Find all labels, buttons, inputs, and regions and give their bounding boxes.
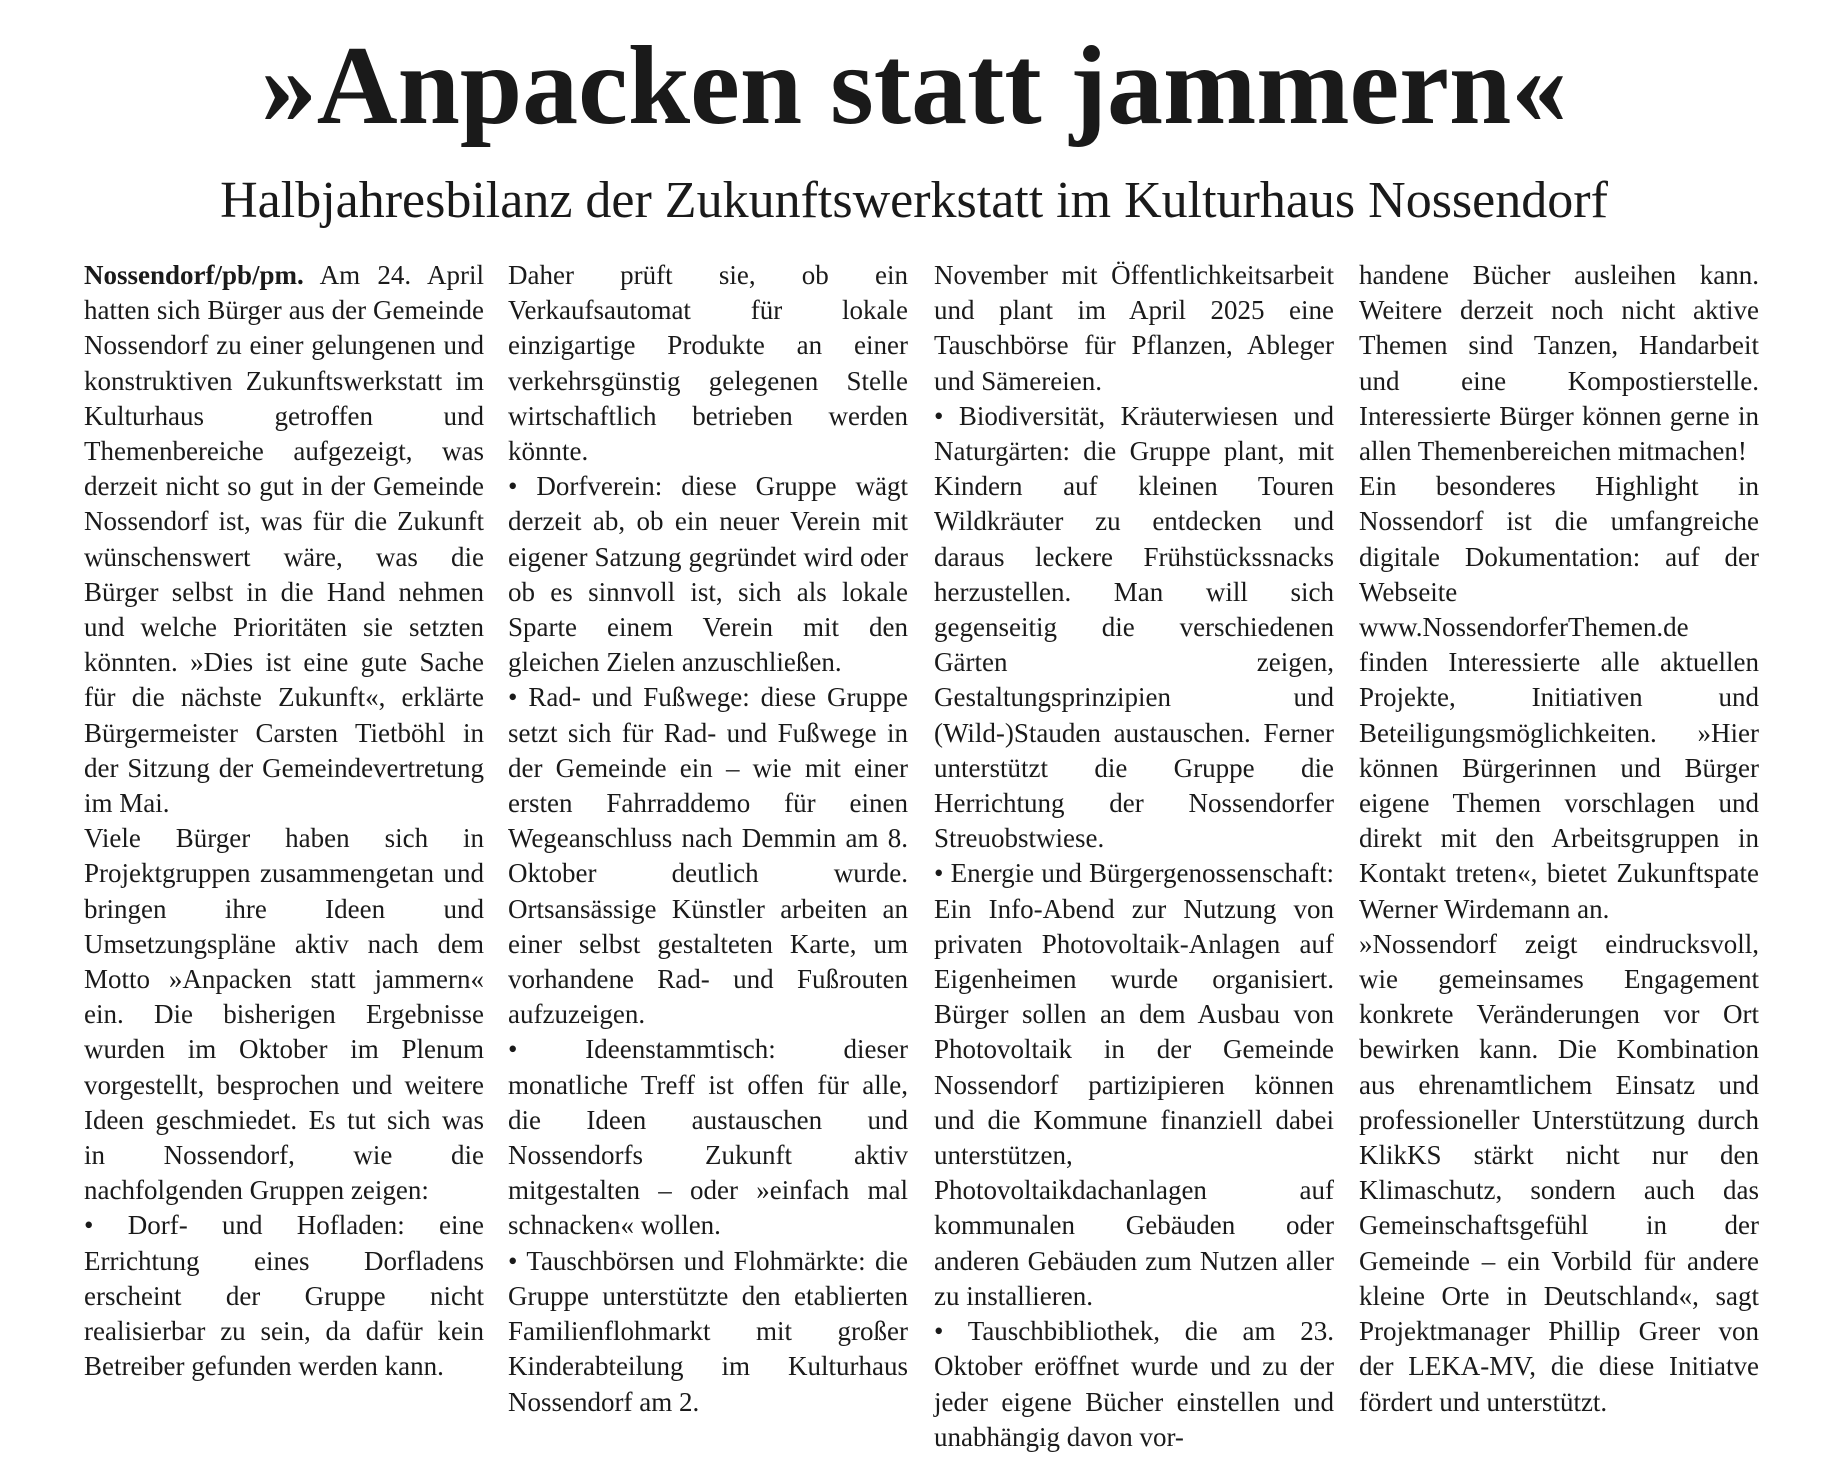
bullet-item: • Dorfverein: diese Gruppe wägt derzeit ab, ob ein neuer Verein mit eigener Satzung gegründet wird oder ob es sinnvoll ist, sich als lokale Sparte einem Verein mit den gleichen Zielen anzuschließen. — [508, 471, 908, 678]
bullet-item: • Energie und Bürgergenossenschaft: Ein Info-Abend zur Nutzung von privaten Photovoltaik-Anlagen auf Eigenheimen wurde organisiert. Bürger sollen an dem Ausbau von Photovoltaik in der Gemeinde Nossendorf partizipieren können und die Kommune finanziell dabei unterstützen, Photovoltaikdachanlagen auf kommunalen Gebäuden oder anderen Gebäuden zum Nutzen aller zu installieren. — [934, 858, 1334, 1311]
bullet-item: • Rad- und Fußwege: diese Gruppe setzt sich für Rad- und Fußwege in der Gemeinde ein – wie mit einer ersten Fahrraddemo für einen Wegeanschluss nach Demmin am 8. Oktober deutlich wurde. Ortsansässige Künstler arbeiten an einer selbst gestalteten Karte, um vorhandene Rad- und Fußrouten aufzuzeigen. — [508, 682, 908, 1030]
paragraph: Ein besonderes Highlight in Nossendorf ist die umfangreiche digitale Dokumentation: auf der Webseite www.NossendorferThemen.de finden Interessierte alle aktuellen Projekte, Initiativen und Beteiligungsmöglichkeiten. »Hier können Bürgerinnen und Bürger eigene Themen vorschlagen und direkt mit den Arbeitsgruppen in Kontakt treten«, bietet Zukunftspate Werner Wirdemann an. — [1359, 471, 1759, 924]
bullet-item: • Tauschbibliothek, die am 23. Oktober eröffnet wurde und zu der jeder eigene Bücher einstellen und unabhängig davon vor- — [934, 1316, 1334, 1452]
dateline: Nossendorf/pb/pm. — [84, 260, 304, 290]
subheadline: Halbjahresbilanz der Zukunftswerkstatt im Kulturhaus Nossendorf — [220, 172, 1608, 229]
article-column-1 — [84, 258, 484, 1385]
paragraph: November mit Öffentlichkeitsarbeit und plant im April 2025 eine Tauschbörse für Pflanzen, Ableger und Sämereien. — [934, 260, 1334, 396]
paragraph: Daher prüft sie, ob ein Verkaufsautomat für lokale einzigartige Produkte an einer verkehrsgünstig gelegenen Stelle wirtschaftlich betrieben werden könnte. — [508, 260, 908, 467]
bullet-item: • Ideenstammtisch: dieser monatliche Treff ist offen für alle, die Ideen austauschen und Nossendorfs Zukunft aktiv mitgestalten – oder »einfach mal schnacken« wollen. — [508, 1034, 908, 1241]
article-column-2 — [508, 258, 908, 1420]
paragraph: handene Bücher ausleihen kann. Weitere derzeit noch nicht aktive Themen sind Tanzen, Handarbeit und eine Kompostierstelle. Interessierte Bürger können gerne in allen Themenbereichen mitmachen! — [1359, 260, 1759, 467]
bullet-item: • Biodiversität, Kräuterwiesen und Naturgärten: die Gruppe plant, mit Kindern auf kleinen Touren Wildkräuter zu entdecken und daraus leckere Frühstückssnacks herzustellen. Man will sich gegenseitig die verschiedenen Gärten zeigen, Gestaltungsprinzipien und (Wild-)Stauden austauschen. Ferner unterstützt die Gruppe die Herrichtung der Nossendorfer Streuobstwiese. — [934, 400, 1334, 854]
article-column-3 — [934, 258, 1334, 1455]
bullet-item: • Dorf- und Hofladen: eine Errichtung eines Dorfladens erscheint der Gruppe nicht realisierbar zu sein, da dafür kein Betreiber gefunden werden kann. — [84, 1210, 484, 1382]
paragraph: Viele Bürger haben sich in Projektgruppen zusammengetan und bringen ihre Ideen und Umsetzungspläne aktiv nach dem Motto »Anpacken statt jammern« ein. Die bisherigen Ergebnisse wurden im Oktober im Plenum vorgestellt, besprochen und weitere Ideen geschmiedet. Es tut sich was in Nossendorf, wie die nachfolgenden Gruppen zeigen: — [84, 823, 484, 1206]
article-column-4 — [1359, 258, 1759, 1420]
bullet-item: • Tauschbörsen und Flohmärkte: die Gruppe unterstützte den etablierten Familienflohmarkt mit großer Kinderabteilung im Kulturhaus Nossendorf am 2. — [508, 1245, 908, 1417]
paragraph — [84, 258, 484, 821]
headline: »Anpacken statt jammern« — [260, 24, 1568, 148]
paragraph: »Nossendorf zeigt eindrucksvoll, wie gemeinsames Engagement konkrete Veränderungen vor Ort bewirken kann. Die Kombination aus ehrenamtlichem Einsatz und professioneller Unterstützung durch KlikKS stärkt nicht nur den Klimaschutz, sondern auch das Gemeinschaftsgefühl in der Gemeinde – ein Vorbild für andere kleine Orte in Deutschland«, sagt Projektmanager Phillip Greer von der LEKA-MV, die diese Initiatve fördert und unterstützt. — [1359, 928, 1759, 1417]
paragraph-text: Am 24. April hatten sich Bürger aus der Gemeinde Nossendorf zu einer gelungenen und konstruktiven Zukunftswerkstatt im Kulturhaus getroffen und Themenbereiche aufgezeigt, was derzeit nicht so gut in der Gemeinde Nossendorf ist, was für die Zukunft wünschenswert wäre, was die Bürger selbst in die Hand nehmen und welche Prioritäten sie setzten könnten. »Dies ist eine gute Sache für die nächste Zukunft«, erklärte Bürgermeister Carsten Tietböhl in der Sitzung der Gemeindevertretung im Mai. — [84, 260, 484, 819]
